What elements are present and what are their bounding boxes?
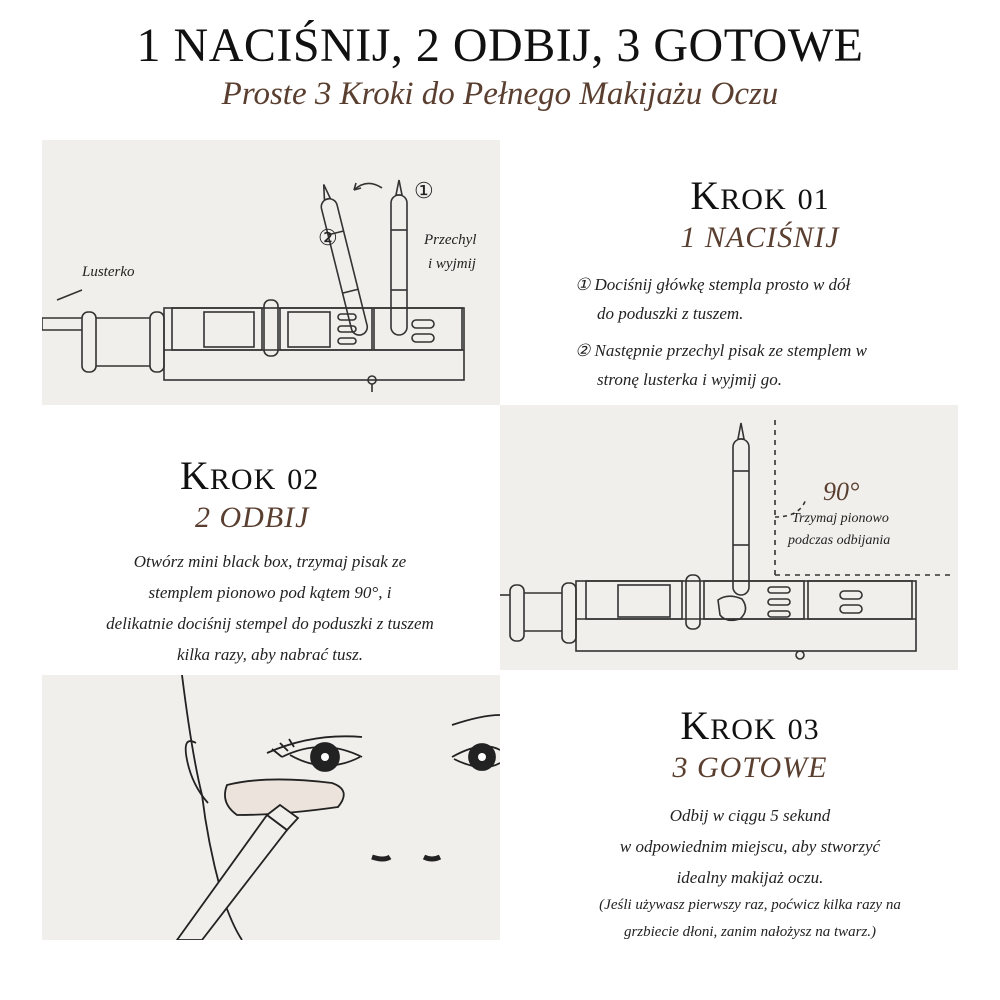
step2-action: 2 ODBIJ	[195, 501, 310, 534]
step2-line: delikatnie dociśnij stempel do poduszki z tuszem	[106, 614, 434, 633]
tilt-label-1: Przechyl	[424, 232, 477, 248]
step1-heading	[560, 172, 960, 255]
page-subtitle: Proste 3 Kroki do Pełnego Makijażu Oczu	[221, 76, 779, 112]
step2-illustration	[500, 405, 958, 670]
marker-one: ①	[414, 178, 434, 203]
step3-line: idealny makijaż oczu.	[676, 868, 824, 887]
step3-illustration	[42, 675, 500, 940]
angle-label: 90°	[823, 477, 860, 506]
step3-note	[530, 892, 970, 946]
step1-krok: KROK 01	[690, 173, 830, 218]
marker-two: ②	[318, 225, 338, 250]
step3-description	[530, 800, 970, 893]
step1-item-1-cont: do poduszki z tuszem.	[597, 304, 744, 323]
step3-line: w odpowiednim miejscu, aby stworzyć	[619, 837, 881, 856]
step2-line: Otwórz mini black box, trzymaj pisak ze	[133, 552, 407, 571]
step3-krok: KROK 03	[680, 703, 820, 748]
hold-label-1: Trzymaj pionowo	[792, 511, 889, 526]
step1-instructions	[575, 270, 995, 394]
mirror-label: Lusterko	[82, 264, 135, 280]
tilt-label-2: i wyjmij	[428, 256, 476, 272]
step2-line: kilka razy, aby nabrać tusz.	[176, 645, 364, 664]
step1-action: 1 NACIŚNIJ	[680, 221, 840, 254]
step1-item-1: ① Dociśnij główkę stempla prosto w dół	[575, 275, 851, 294]
page-title: 1 NACIŚNIJ, 2 ODBIJ, 3 GOTOWE	[136, 19, 864, 72]
hold-label-2: podczas odbijania	[788, 533, 891, 548]
step3-line: Odbij w ciągu 5 sekund	[669, 806, 831, 825]
step2-description	[60, 546, 480, 670]
step2-heading	[60, 452, 460, 535]
step2-krok: KROK 02	[180, 453, 320, 498]
step1-item-2: ② Następnie przechyl pisak ze stemplem w	[575, 341, 867, 360]
step2-line: stemplem pionowo pod kątem 90°, i	[148, 583, 392, 602]
step3-heading	[530, 702, 970, 785]
step3-note-line: (Jeśli używasz pierwszy raz, poćwicz kilka razy na	[599, 897, 901, 913]
step1-item-2-cont: stronę lusterka i wyjmij go.	[597, 370, 782, 389]
step1-illustration	[42, 140, 500, 405]
step3-action: 3 GOTOWE	[672, 751, 828, 784]
step3-drawing	[42, 675, 500, 940]
step3-note-line: grzbiecie dłoni, zanim nałożysz na twarz.)	[623, 924, 877, 940]
